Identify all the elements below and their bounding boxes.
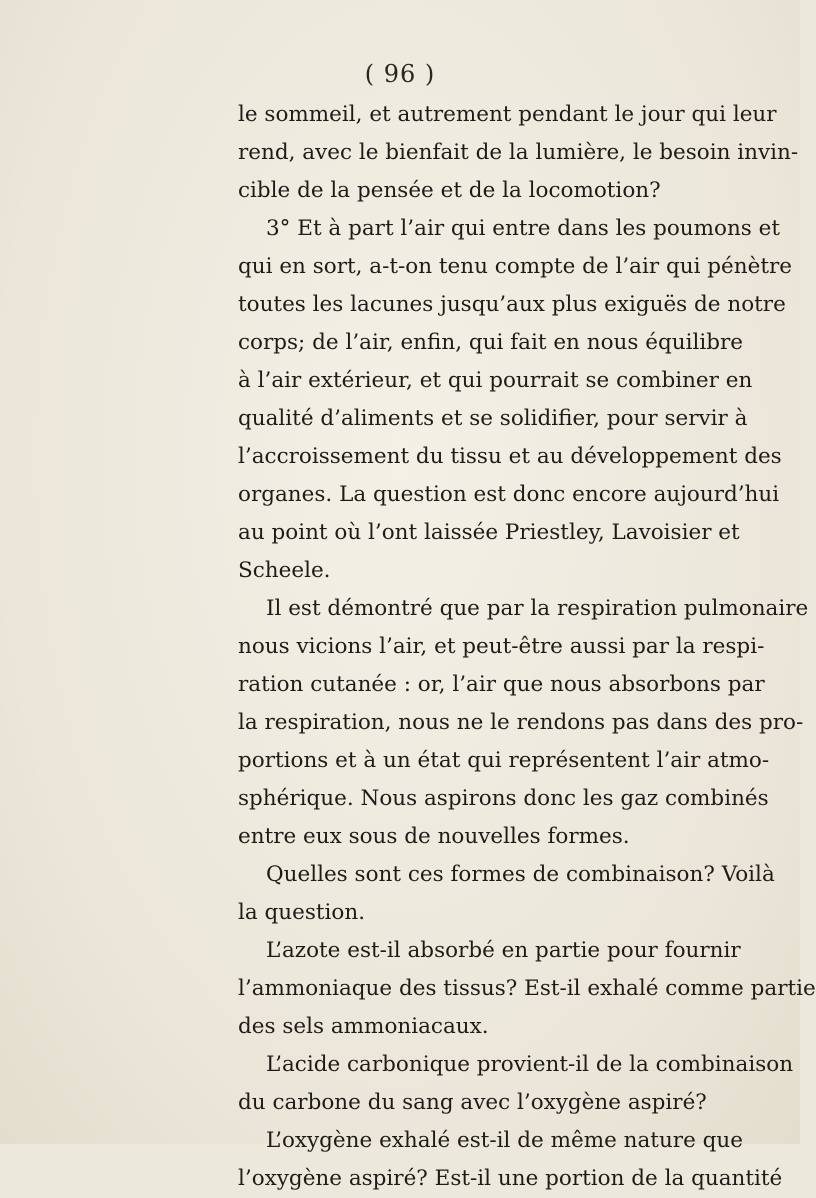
text-line: entre eux sous de nouvelles formes. xyxy=(238,824,630,849)
text-line: ration cutanée : or, l’air que nous absorbons par xyxy=(238,672,765,697)
text-line: du carbone du sang avec l’oxygène aspiré? xyxy=(238,1090,707,1115)
text-line: organes. La question est donc encore aujourd’hui xyxy=(238,482,780,507)
text-line: toutes les lacunes jusqu’aux plus exiguës de notre xyxy=(238,292,786,317)
text-line: qualité d’aliments et se solidifier, pour servir à xyxy=(238,406,748,431)
page-number: ( 96 ) xyxy=(364,60,436,88)
text-line: corps; de l’air, enfin, qui fait en nous équilibre xyxy=(238,330,743,355)
text-line: des sels ammoniacaux. xyxy=(238,1014,489,1039)
text-line: sphérique. Nous aspirons donc les gaz combinés xyxy=(238,786,769,811)
text-line: à l’air extérieur, et qui pourrait se combiner en xyxy=(238,368,753,393)
text-line: le sommeil, et autrement pendant le jour qui leur xyxy=(238,102,777,127)
text-line: l’ammoniaque des tissus? Est-il exhalé comme partie xyxy=(238,976,816,1001)
text-line: L’oxygène exhalé est-il de même nature que xyxy=(266,1128,743,1153)
text-line: l’oxygène aspiré? Est-il une portion de la quantité xyxy=(238,1166,783,1191)
text-line: l’accroissement du tissu et au développement des xyxy=(238,444,782,469)
text-line: rend, avec le bienfait de la lumière, le besoin invin- xyxy=(238,140,799,165)
text-line: portions et à un état qui représentent l’air atmo- xyxy=(238,748,770,773)
body-text xyxy=(238,96,816,1198)
text-line: qui en sort, a-t-on tenu compte de l’air qui pénètre xyxy=(238,254,792,279)
text-line: la question. xyxy=(238,900,366,925)
text-line: L’azote est-il absorbé en partie pour fournir xyxy=(266,938,741,963)
text-line: L’acide carbonique provient-il de la combinaison xyxy=(266,1052,794,1077)
text-line: Quelles sont ces formes de combinaison? Voilà xyxy=(266,862,775,887)
text-line: cible de la pensée et de la locomotion? xyxy=(238,178,661,203)
text-line: Scheele. xyxy=(238,558,331,583)
text-line: au point où l’ont laissée Priestley, Lavoisier et xyxy=(238,520,740,545)
text-line: Il est démontré que par la respiration pulmonaire xyxy=(266,596,809,621)
text-line: la respiration, nous ne le rendons pas dans des pro- xyxy=(238,710,804,735)
text-line: nous vicions l’air, et peut-être aussi par la respi- xyxy=(238,634,765,659)
text-line: 3° Et à part l’air qui entre dans les poumons et xyxy=(266,216,781,241)
